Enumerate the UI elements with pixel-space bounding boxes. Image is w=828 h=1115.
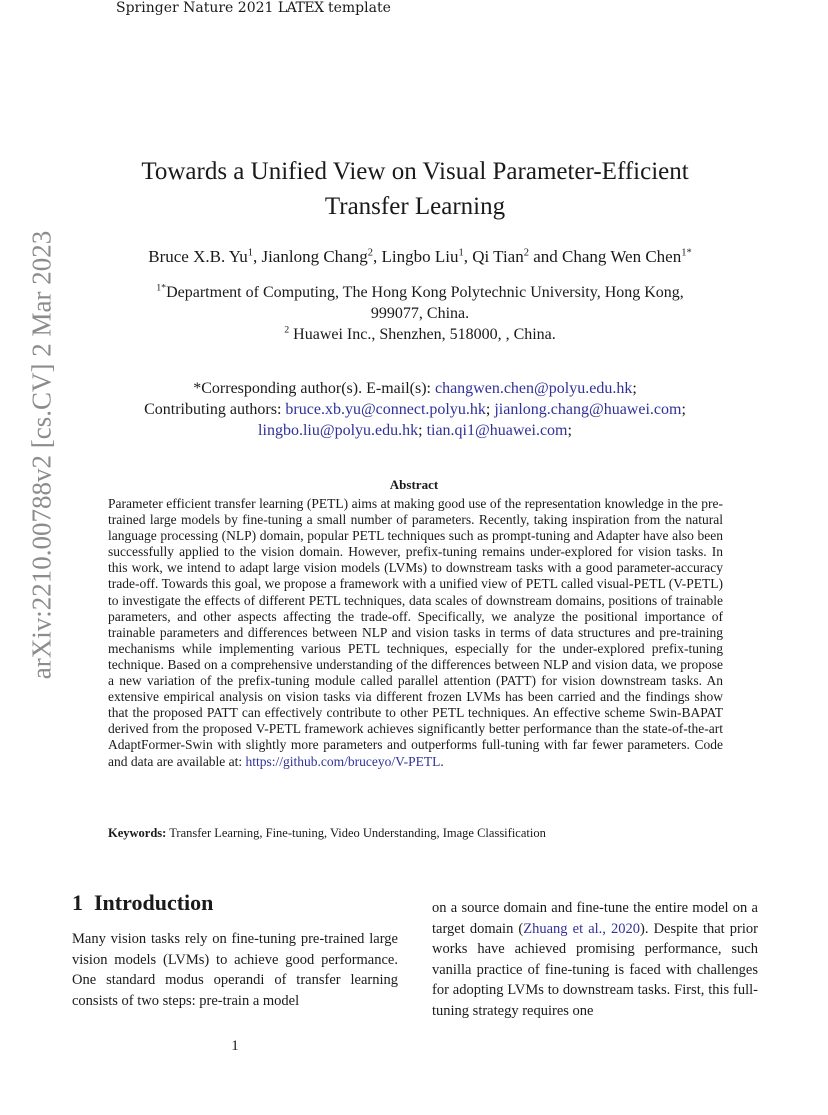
author-affil-mark: 1: [247, 247, 253, 259]
abstract-end: .: [440, 753, 444, 769]
affiliation-2: [100, 324, 740, 345]
author-name: Chang Wen Chen: [562, 247, 682, 266]
contributing-line: Contributing authors: bruce.xb.yu@connect.polyu.hk; jianlong.chang@huawei.com;: [144, 401, 686, 418]
arxiv-stamp: [18, 230, 66, 680]
email-link[interactable]: jianlong.chang@huawei.com: [494, 401, 682, 418]
running-header: [116, 0, 391, 16]
corresponding-label: *Corresponding author(s). E-mail(s):: [193, 380, 435, 397]
title-line-2: Transfer Learning: [324, 193, 506, 220]
author-affil-mark: 2: [523, 247, 529, 259]
email-link[interactable]: lingbo.liu@polyu.edu.hk: [258, 422, 419, 439]
contributing-label: Contributing authors:: [144, 401, 286, 418]
author-name: Bruce X.B. Yu: [148, 247, 248, 266]
intro-left-column: Many vision tasks rely on fine-tuning pre-trained large vision models (LVMs) to achieve good performance. One standard modus operandi of transfer learning consists of two steps: pre-train a model: [72, 931, 398, 1009]
keywords-label: Keywords:: [108, 826, 167, 840]
affil-mark: 1*: [156, 282, 167, 294]
keywords-text: Transfer Learning, Fine-tuning, Video Understanding, Image Classification: [166, 826, 546, 840]
email-link[interactable]: tian.qi1@huawei.com: [426, 422, 568, 439]
page-number: 1: [231, 1038, 239, 1054]
header-prefix: Springer Nature 2021: [116, 0, 278, 16]
paper-title: [100, 154, 730, 224]
abstract-heading: Abstract: [389, 477, 439, 492]
email-link[interactable]: bruce.xb.yu@connect.polyu.hk: [285, 401, 486, 418]
code-url-link[interactable]: https://github.com/bruceyo/V-PETL: [245, 753, 441, 769]
author-name: Qi Tian: [472, 247, 524, 266]
intro-right-text-a: on a source domain and fine-tune the entire model on a target domain (: [432, 900, 758, 937]
affiliation-2-text: Huawei Inc., Shenzhen, 518000, , China.: [289, 326, 556, 343]
correspondence-block: [90, 378, 740, 441]
affiliations: [100, 282, 740, 345]
abstract-text: Parameter efficient transfer learning (PETL) aims at making good use of the representation knowledge in the pre-trained large models by fine-tuning a small number of parameters. Recently, taking inspiration from the natural language processing (NLP) domain, popular PETL techniques such as prompt-tuning and Adapter have also been successfully applied to the vision domain. However, prefix-tuning remains under-explored for vision tasks. In this work, we intend to adapt large vision models (LVMs) to downstream tasks with a good parameter-accuracy trade-off. Towards this goal, we propose a framework with a unified view of PETL called visual-PETL (V-PETL) to investigate the effects of different PETL techniques, data scales of downstream domains, positions of trainable parameters, and other aspects affecting the trade-off. Specifically, we analyze the positional importance of trainable parameters and differences between NLP and vision tasks in terms of data structures and pre-training mechanisms while implementing various PETL techniques, especially for the under-explored prefix-tuning technique. Based on a comprehensive understanding of the differences between NLP and vision data, we propose a new variation of the prefix-tuning module called parallel attention (PATT) for vision downstream tasks. An extensive empirical analysis on vision tasks via different frozen LVMs has been carried and the findings show that the proposed PATT can effectively contribute to other PETL techniques. An effective scheme Swin-BAPAT derived from the proposed V-PETL framework achieves significantly better performance than the state-of-the-art AdaptFormer-Swin with slightly more parameters and outperforms full-tuning with far fewer parameters. Code and data are available at:: [108, 496, 723, 769]
intro-right-column: [432, 898, 758, 1021]
email-link[interactable]: changwen.chen@polyu.edu.hk: [434, 380, 633, 397]
intro-right-text-b: ). Despite that prior works have achieved promising performance, such vanilla practice of fine-tuning is faced with challenges for adopting LVMs to downstream tasks. First, this full-tuning strategy requires one: [432, 920, 758, 1019]
author-name: Jianlong Chang: [261, 247, 368, 266]
affiliation-1-line-2: 999077, China.: [370, 305, 470, 322]
corresponding-line: *Corresponding author(s). E-mail(s): changwen.chen@polyu.edu.hk;: [193, 380, 637, 397]
author-affil-mark: 1*: [681, 247, 692, 259]
author-list: Bruce X.B. Yu$^1$, Jianlong Chang$^2$, Lingbo Liu$^1$, Qi Tian$^2$ and Chang Wen Chen$^{1*}$: [148, 247, 692, 266]
contributing-line-2: lingbo.liu@polyu.edu.hk; tian.qi1@huawei.com;: [258, 422, 572, 439]
header-suffix: template: [323, 0, 391, 16]
author-affil-mark: 2: [367, 247, 373, 259]
author-affil-mark: 1: [458, 247, 464, 259]
section-heading: 1 Introduction: [72, 890, 214, 915]
author-name: Lingbo Liu: [381, 247, 459, 266]
arxiv-stamp-text: arXiv:2210.00788v2 [cs.CV] 2 Mar 2023: [26, 230, 57, 680]
citation-link[interactable]: Zhuang et al., 2020: [523, 920, 641, 937]
title-line-1: Towards a Unified View on Visual Parameter-Efficient: [141, 158, 689, 185]
affiliation-1-line-1: Department of Computing, The Hong Kong Polytechnic University, Hong Kong,: [166, 284, 684, 301]
abstract-body: [108, 496, 723, 770]
keywords: [108, 826, 723, 841]
latex-logo: LATEX: [277, 0, 324, 16]
affiliation-1: [100, 282, 740, 303]
affil-mark: 2: [284, 324, 290, 336]
